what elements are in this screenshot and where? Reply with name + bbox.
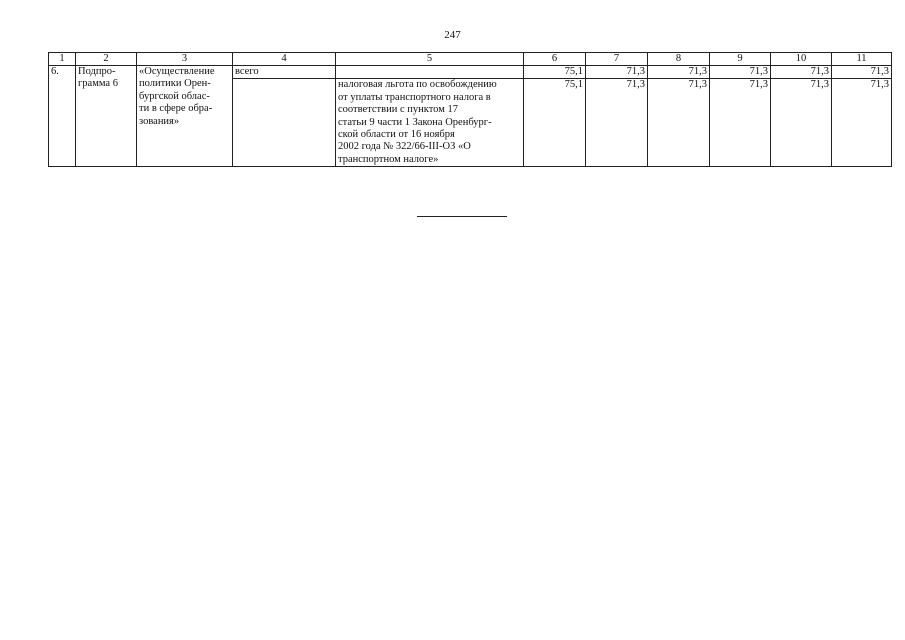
subprogram-cell: Подпро- грамма 6: [76, 66, 137, 167]
column-header-4: 4: [233, 53, 336, 66]
value-cell: 75,1: [524, 79, 586, 167]
column-header-6: 6: [524, 53, 586, 66]
column-header-1: 1: [49, 53, 76, 66]
separator-line: [417, 216, 507, 217]
program-name-cell: «Осуществление политики Орен- бургской облас- ти в сфере обра- зования»: [137, 66, 233, 167]
column-header-2: 2: [76, 53, 137, 66]
row-number-cell: 6.: [49, 66, 76, 167]
column-header-10: 10: [771, 53, 832, 66]
source-total-cell: всего: [233, 66, 336, 79]
column-header-5: 5: [336, 53, 524, 66]
column-header-3: 3: [137, 53, 233, 66]
value-cell: 71,3: [710, 79, 771, 167]
value-cell: 71,3: [832, 79, 892, 167]
value-cell: 71,3: [648, 79, 710, 167]
value-cell: 75,1: [524, 66, 586, 79]
table-row: [49, 66, 892, 79]
value-cell: 71,3: [832, 66, 892, 79]
page-number: 247: [444, 29, 461, 41]
value-cell: 71,3: [586, 66, 648, 79]
value-cell: 71,3: [771, 79, 832, 167]
source-cell-empty: [233, 79, 336, 167]
value-cell: 71,3: [710, 66, 771, 79]
budget-table: [48, 52, 892, 167]
header-row: [49, 53, 892, 66]
column-header-8: 8: [648, 53, 710, 66]
description-cell-empty: [336, 66, 524, 79]
value-cell: 71,3: [586, 79, 648, 167]
column-header-11: 11: [832, 53, 892, 66]
value-cell: 71,3: [771, 66, 832, 79]
column-header-9: 9: [710, 53, 771, 66]
value-cell: 71,3: [648, 66, 710, 79]
description-cell: налоговая льгота по освобождению от уплаты транспортного налога в соответствии с пунктом 17 статьи 9 части 1 Закона Оренбург- ской области от 16 ноября 2002 года № 322/66-III-ОЗ «О транспортном налоге»: [336, 79, 524, 167]
column-header-7: 7: [586, 53, 648, 66]
